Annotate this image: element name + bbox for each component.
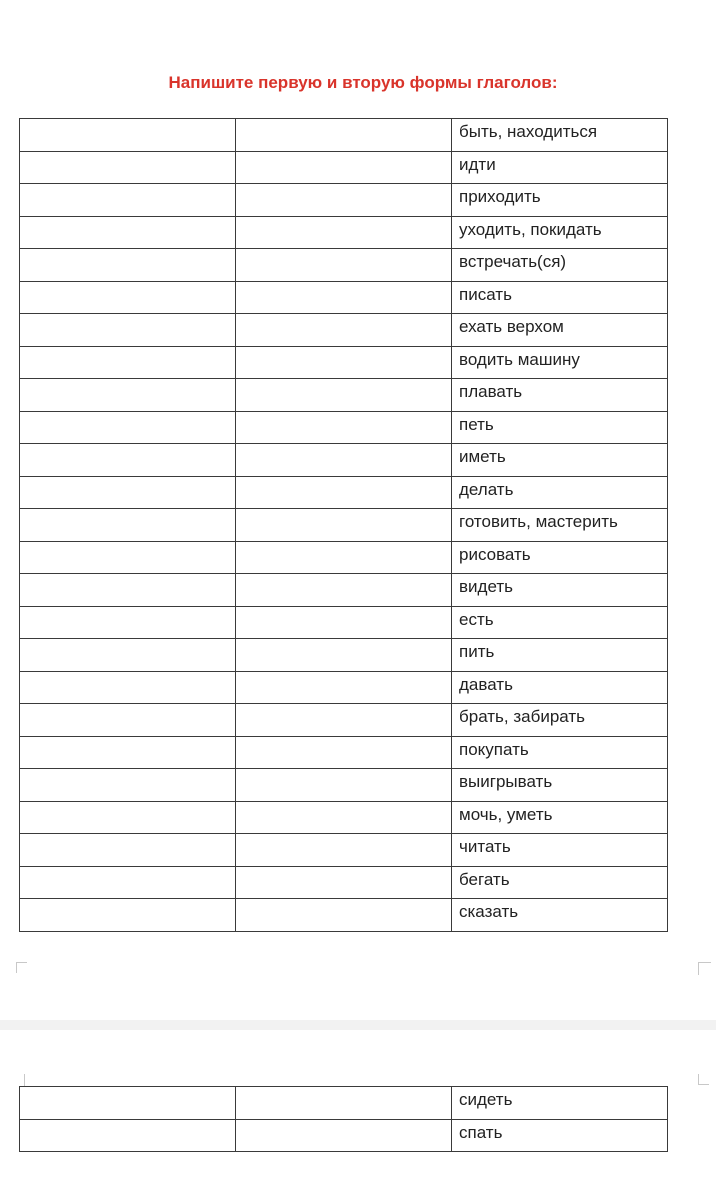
table-row (20, 184, 668, 217)
first-form-cell[interactable] (20, 379, 236, 412)
verb-translation-cell: видеть (452, 574, 668, 607)
first-form-cell[interactable] (20, 801, 236, 834)
verb-translation-cell: давать (452, 671, 668, 704)
table-row (20, 801, 668, 834)
first-form-cell[interactable] (20, 736, 236, 769)
verb-translation-cell: делать (452, 476, 668, 509)
second-form-cell[interactable] (236, 866, 452, 899)
second-form-cell[interactable] (236, 541, 452, 574)
verb-translation-cell: сказать (452, 899, 668, 932)
second-form-cell[interactable] (236, 606, 452, 639)
verb-translation-cell: пить (452, 639, 668, 672)
first-form-cell[interactable] (20, 541, 236, 574)
worksheet-title: Напишите первую и вторую формы глаголов: (168, 73, 558, 92)
first-form-cell[interactable] (20, 1087, 236, 1120)
verb-translation-cell: мочь, уметь (452, 801, 668, 834)
first-form-cell[interactable] (20, 151, 236, 184)
verb-forms-table-continued (19, 1086, 668, 1152)
table-row (20, 639, 668, 672)
first-form-cell[interactable] (20, 314, 236, 347)
verb-translation-cell: писать (452, 281, 668, 314)
table-row (20, 899, 668, 932)
first-form-cell[interactable] (20, 346, 236, 379)
table-row (20, 151, 668, 184)
second-form-cell[interactable] (236, 119, 452, 152)
page-margin-mark (698, 1074, 709, 1085)
table-row (20, 314, 668, 347)
second-form-cell[interactable] (236, 509, 452, 542)
table-row (20, 411, 668, 444)
verb-forms-table (19, 118, 668, 932)
verb-translation-cell: уходить, покидать (452, 216, 668, 249)
table-row (20, 281, 668, 314)
second-form-cell[interactable] (236, 444, 452, 477)
table-row (20, 736, 668, 769)
verb-translation-cell: покупать (452, 736, 668, 769)
second-form-cell[interactable] (236, 834, 452, 867)
second-form-cell[interactable] (236, 281, 452, 314)
second-form-cell[interactable] (236, 1087, 452, 1120)
verb-translation-cell: идти (452, 151, 668, 184)
table-row (20, 444, 668, 477)
first-form-cell[interactable] (20, 574, 236, 607)
first-form-cell[interactable] (20, 899, 236, 932)
first-form-cell[interactable] (20, 671, 236, 704)
first-form-cell[interactable] (20, 444, 236, 477)
verb-translation-cell: плавать (452, 379, 668, 412)
second-form-cell[interactable] (236, 1119, 452, 1152)
table-row (20, 541, 668, 574)
verb-translation-cell: спать (452, 1119, 668, 1152)
first-form-cell[interactable] (20, 769, 236, 802)
first-form-cell[interactable] (20, 249, 236, 282)
table-row (20, 671, 668, 704)
verb-translation-cell: выигрывать (452, 769, 668, 802)
second-form-cell[interactable] (236, 314, 452, 347)
first-form-cell[interactable] (20, 866, 236, 899)
verb-translation-cell: рисовать (452, 541, 668, 574)
table-row (20, 509, 668, 542)
table-row (20, 476, 668, 509)
verb-translation-cell: есть (452, 606, 668, 639)
first-form-cell[interactable] (20, 1119, 236, 1152)
second-form-cell[interactable] (236, 379, 452, 412)
verb-translation-cell: водить машину (452, 346, 668, 379)
verb-translation-cell: петь (452, 411, 668, 444)
second-form-cell[interactable] (236, 216, 452, 249)
table-row (20, 769, 668, 802)
first-form-cell[interactable] (20, 216, 236, 249)
first-form-cell[interactable] (20, 704, 236, 737)
first-form-cell[interactable] (20, 411, 236, 444)
second-form-cell[interactable] (236, 704, 452, 737)
second-form-cell[interactable] (236, 151, 452, 184)
page-margin-mark (16, 962, 27, 973)
table-row (20, 606, 668, 639)
verb-translation-cell: готовить, мастерить (452, 509, 668, 542)
second-form-cell[interactable] (236, 249, 452, 282)
verb-translation-cell: ехать верхом (452, 314, 668, 347)
first-form-cell[interactable] (20, 606, 236, 639)
first-form-cell[interactable] (20, 639, 236, 672)
second-form-cell[interactable] (236, 736, 452, 769)
table-row (20, 1087, 668, 1120)
page-margin-mark (24, 1074, 25, 1086)
second-form-cell[interactable] (236, 346, 452, 379)
second-form-cell[interactable] (236, 769, 452, 802)
second-form-cell[interactable] (236, 184, 452, 217)
table-row (20, 216, 668, 249)
page-break (0, 1020, 716, 1030)
second-form-cell[interactable] (236, 801, 452, 834)
table-row (20, 866, 668, 899)
table-row (20, 1119, 668, 1152)
verb-translation-cell: брать, забирать (452, 704, 668, 737)
verb-translation-cell: читать (452, 834, 668, 867)
verb-translation-cell: быть, находиться (452, 119, 668, 152)
document-page-2 (0, 1030, 716, 1200)
verb-translation-cell: приходить (452, 184, 668, 217)
table-row (20, 574, 668, 607)
page-margin-mark (698, 962, 711, 975)
verb-translation-cell: иметь (452, 444, 668, 477)
first-form-cell[interactable] (20, 281, 236, 314)
table-row (20, 346, 668, 379)
first-form-cell[interactable] (20, 119, 236, 152)
second-form-cell[interactable] (236, 574, 452, 607)
table-row (20, 119, 668, 152)
verb-translation-cell: бегать (452, 866, 668, 899)
table-row (20, 834, 668, 867)
first-form-cell[interactable] (20, 184, 236, 217)
first-form-cell[interactable] (20, 834, 236, 867)
second-form-cell[interactable] (236, 639, 452, 672)
second-form-cell[interactable] (236, 899, 452, 932)
table-row (20, 249, 668, 282)
second-form-cell[interactable] (236, 671, 452, 704)
second-form-cell[interactable] (236, 476, 452, 509)
second-form-cell[interactable] (236, 411, 452, 444)
verb-translation-cell: сидеть (452, 1087, 668, 1120)
table-row (20, 379, 668, 412)
first-form-cell[interactable] (20, 476, 236, 509)
first-form-cell[interactable] (20, 509, 236, 542)
table-row (20, 704, 668, 737)
verb-translation-cell: встречать(ся) (452, 249, 668, 282)
